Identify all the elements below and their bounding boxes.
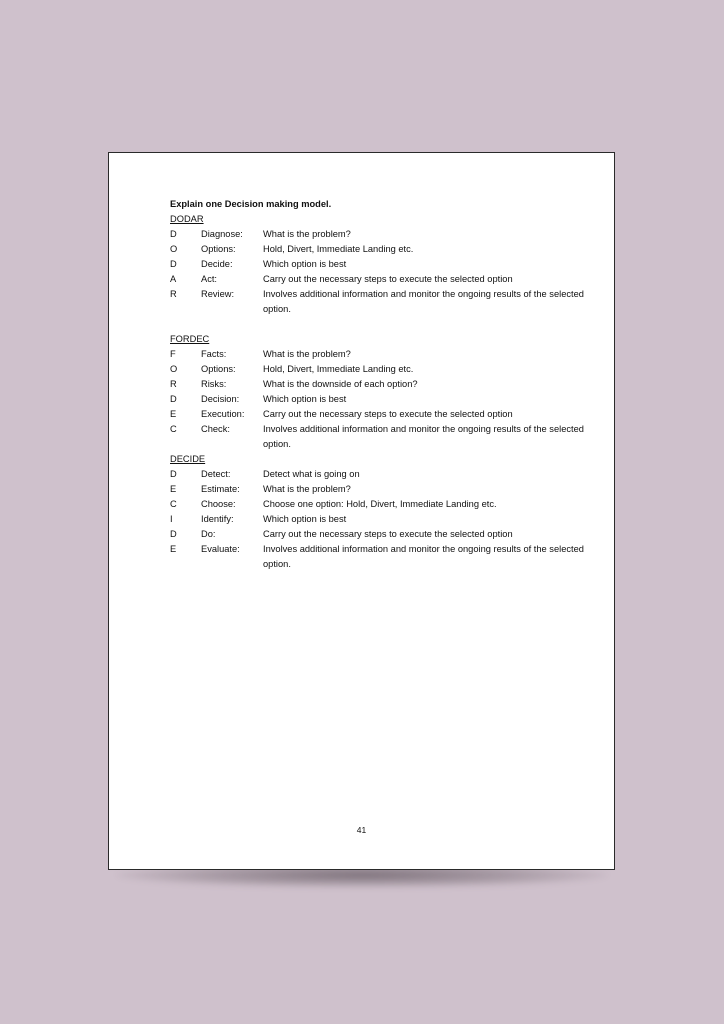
row-letter: D <box>170 394 177 404</box>
row-description: What is the downside of each option? <box>263 379 418 389</box>
row-term: Facts: <box>201 349 227 359</box>
row-letter: O <box>170 364 178 374</box>
model-row <box>170 467 590 482</box>
row-term: Diagnose: <box>201 229 243 239</box>
model-row <box>170 542 590 572</box>
row-term: Review: <box>201 289 235 299</box>
row-description: Carry out the necessary steps to execute the selected option <box>263 529 513 539</box>
model-row <box>170 482 590 497</box>
section-fordec <box>170 332 590 452</box>
row-letter: C <box>170 499 177 509</box>
row-description: Involves additional information and monitor the ongoing results of the selected option. <box>263 544 584 569</box>
row-term: Estimate: <box>201 484 240 494</box>
section-title: FORDEC <box>170 334 210 344</box>
row-letter: R <box>170 379 177 389</box>
row-description: Detect what is going on <box>263 469 360 479</box>
row-description: Carry out the necessary steps to execute the selected option <box>263 274 513 284</box>
row-description: Hold, Divert, Immediate Landing etc. <box>263 244 414 254</box>
row-letter: C <box>170 424 177 434</box>
row-term: Detect: <box>201 469 231 479</box>
document-page <box>108 152 615 870</box>
model-row <box>170 497 590 512</box>
model-row <box>170 407 590 422</box>
row-term: Act: <box>201 274 218 284</box>
row-letter: E <box>170 544 177 554</box>
section-title: DECIDE <box>170 454 206 464</box>
model-row <box>170 287 590 317</box>
row-letter: D <box>170 529 177 539</box>
row-letter: O <box>170 244 178 254</box>
model-row <box>170 422 590 452</box>
row-description: Which option is best <box>263 514 347 524</box>
row-description: Which option is best <box>263 394 347 404</box>
row-description: Carry out the necessary steps to execute the selected option <box>263 409 513 419</box>
row-letter: D <box>170 259 177 269</box>
row-term: Options: <box>201 364 236 374</box>
model-row <box>170 362 590 377</box>
section-decide <box>170 452 590 572</box>
row-letter: F <box>170 349 176 359</box>
model-row <box>170 227 590 242</box>
row-term: Check: <box>201 424 230 434</box>
row-term: Do: <box>201 529 216 539</box>
row-description: What is the problem? <box>263 349 351 359</box>
row-description: Hold, Divert, Immediate Landing etc. <box>263 364 414 374</box>
model-row <box>170 527 590 542</box>
model-row <box>170 272 590 287</box>
row-letter: D <box>170 469 177 479</box>
row-letter: R <box>170 289 177 299</box>
row-term: Evaluate: <box>201 544 240 554</box>
row-term: Execution: <box>201 409 245 419</box>
page-content <box>170 197 590 572</box>
row-letter: E <box>170 409 177 419</box>
page-number: 41 <box>356 825 367 835</box>
row-description: Involves additional information and monitor the ongoing results of the selected option. <box>263 289 584 314</box>
model-row <box>170 377 590 392</box>
row-letter: D <box>170 229 177 239</box>
row-description: Which option is best <box>263 259 347 269</box>
section-spacer <box>170 317 590 332</box>
section-dodar <box>170 212 590 317</box>
model-row <box>170 347 590 362</box>
row-term: Identify: <box>201 514 234 524</box>
row-term: Choose: <box>201 499 236 509</box>
row-description: What is the problem? <box>263 229 351 239</box>
row-letter: I <box>170 514 173 524</box>
row-description: Choose one option: Hold, Divert, Immediate Landing etc. <box>263 499 497 509</box>
row-description: What is the problem? <box>263 484 351 494</box>
row-term: Decide: <box>201 259 233 269</box>
model-row <box>170 257 590 272</box>
section-title: DODAR <box>170 214 204 224</box>
model-row <box>170 512 590 527</box>
row-term: Decision: <box>201 394 240 404</box>
row-letter: E <box>170 484 177 494</box>
model-row <box>170 242 590 257</box>
model-row <box>170 392 590 407</box>
row-letter: A <box>170 274 177 284</box>
row-description: Involves additional information and monitor the ongoing results of the selected option. <box>263 424 584 449</box>
row-term: Options: <box>201 244 236 254</box>
row-term: Risks: <box>201 379 227 389</box>
page-heading: Explain one Decision making model. <box>170 199 332 209</box>
